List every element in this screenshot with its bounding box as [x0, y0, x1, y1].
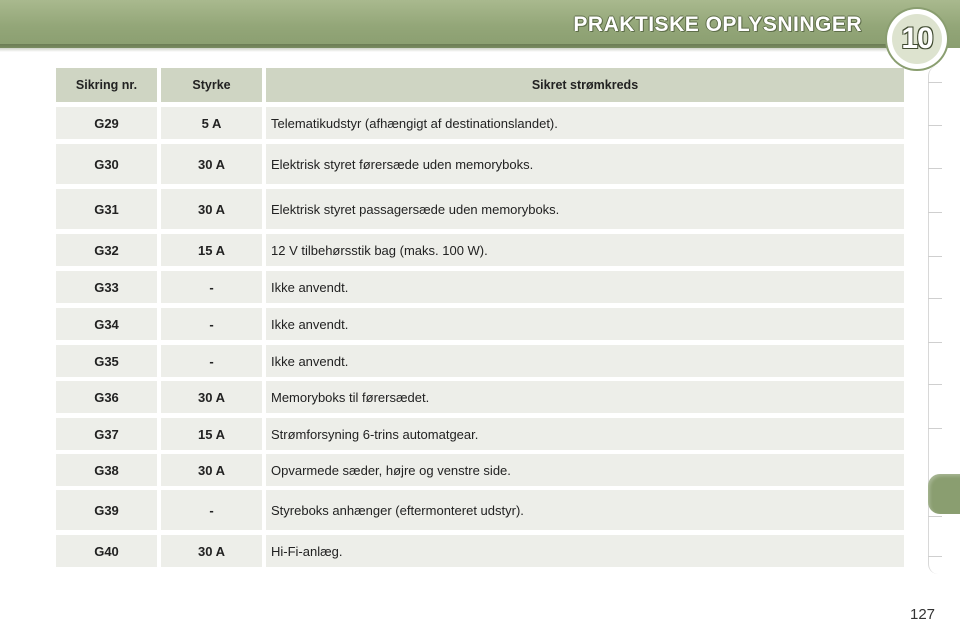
tab-notch — [928, 212, 942, 213]
rating-cell: 15 A — [161, 418, 262, 450]
table-row — [56, 308, 904, 340]
fuse-cell: G30 — [56, 144, 157, 184]
fuse-cell: G36 — [56, 381, 157, 413]
rating-cell: 30 A — [161, 535, 262, 567]
tab-notch — [928, 298, 942, 299]
tab-notch — [928, 428, 942, 429]
circuit-cell: 12 V tilbehørsstik bag (maks. 100 W). — [266, 234, 904, 266]
rating-cell: 30 A — [161, 189, 262, 229]
fuse-cell: G33 — [56, 271, 157, 303]
tab-notch — [928, 256, 942, 257]
table-row — [56, 381, 904, 413]
circuit-cell: Ikke anvendt. — [266, 345, 904, 377]
rating-cell: 5 A — [161, 107, 262, 139]
chapter-badge — [887, 9, 947, 69]
fuse-cell: G29 — [56, 107, 157, 139]
rating-cell: - — [161, 271, 262, 303]
circuit-cell: Strømforsyning 6-trins automatgear. — [266, 418, 904, 450]
tab-notch — [928, 125, 942, 126]
circuit-cell: Hi-Fi-anlæg. — [266, 535, 904, 567]
fuse-cell: G31 — [56, 189, 157, 229]
table-row — [56, 454, 904, 486]
tab-notch — [928, 516, 942, 517]
circuit-cell: Telematikudstyr (afhængigt af destinationslandet). — [266, 107, 904, 139]
fuse-cell: G35 — [56, 345, 157, 377]
header-shadow — [0, 44, 900, 52]
chapter-tab-active[interactable] — [928, 474, 960, 514]
table-row — [56, 234, 904, 266]
circuit-cell: Ikke anvendt. — [266, 308, 904, 340]
circuit-cell: Elektrisk styret førersæde uden memoryboks. — [266, 144, 904, 184]
chapter-number: 10 — [901, 22, 933, 55]
tab-notch — [928, 384, 942, 385]
table-row — [56, 144, 904, 184]
rating-cell: 15 A — [161, 234, 262, 266]
rating-cell: 30 A — [161, 144, 262, 184]
fuse-cell: G38 — [56, 454, 157, 486]
tab-notch — [928, 168, 942, 169]
table-row — [56, 107, 904, 139]
rating-cell: 30 A — [161, 454, 262, 486]
rating-cell: 30 A — [161, 381, 262, 413]
tab-notch — [928, 82, 942, 83]
tab-notch — [928, 342, 942, 343]
fuse-cell: G34 — [56, 308, 157, 340]
circuit-cell: Ikke anvendt. — [266, 271, 904, 303]
circuit-cell: Elektrisk styret passagersæde uden memoryboks. — [266, 189, 904, 229]
table-row — [56, 345, 904, 377]
page-number: 127 — [910, 606, 936, 623]
fuse-cell: G40 — [56, 535, 157, 567]
fuse-cell: G39 — [56, 490, 157, 530]
page-title: PRAKTISKE OPLYSNINGER — [573, 13, 862, 36]
circuit-cell: Opvarmede sæder, højre og venstre side. — [266, 454, 904, 486]
table-row — [56, 418, 904, 450]
fuse-cell: G37 — [56, 418, 157, 450]
fuse-cell: G32 — [56, 234, 157, 266]
rating-cell: - — [161, 490, 262, 530]
table-header-row — [56, 68, 904, 102]
column-header-fuse: Sikring nr. — [56, 68, 157, 102]
table-row — [56, 490, 904, 530]
rating-cell: - — [161, 308, 262, 340]
column-header-circuit: Sikret strømkreds — [266, 68, 904, 102]
tab-notch — [928, 556, 942, 557]
table-row — [56, 535, 904, 567]
table-row — [56, 271, 904, 303]
column-header-rating: Styrke — [161, 68, 262, 102]
circuit-cell: Styreboks anhænger (eftermonteret udstyr). — [266, 490, 904, 530]
rating-cell: - — [161, 345, 262, 377]
chapter-badge-inner — [892, 14, 942, 64]
circuit-cell: Memoryboks til førersædet. — [266, 381, 904, 413]
table-row — [56, 189, 904, 229]
